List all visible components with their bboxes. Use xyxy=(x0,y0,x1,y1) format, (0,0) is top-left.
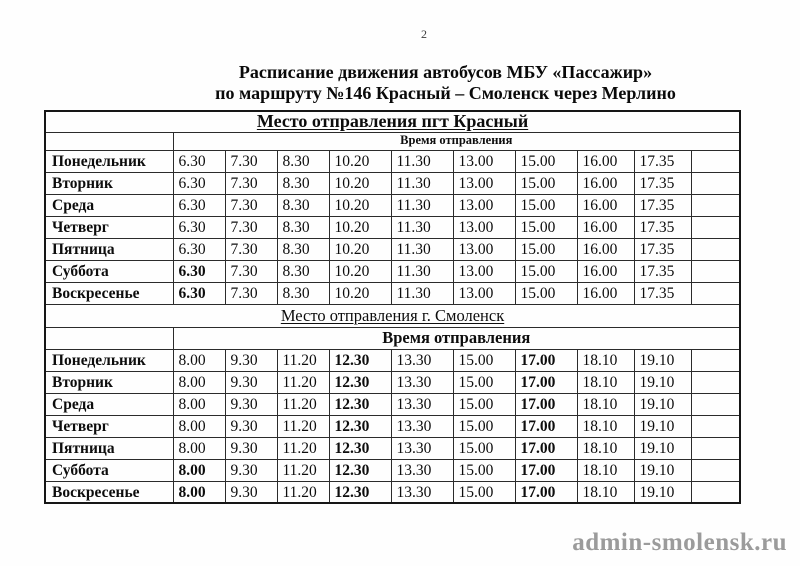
departure-time: 12.30 xyxy=(329,349,391,371)
day-label: Воскресенье xyxy=(45,481,173,503)
schedule-row xyxy=(45,238,740,260)
departure-time: 19.10 xyxy=(634,481,691,503)
departure-time: 11.30 xyxy=(391,172,453,194)
departure-time: 18.10 xyxy=(577,415,634,437)
departure-time: 11.20 xyxy=(277,415,329,437)
departure-time: 11.30 xyxy=(391,150,453,172)
departure-time: 12.30 xyxy=(329,415,391,437)
departure-time: 10.20 xyxy=(329,282,391,304)
departure-time: 7.30 xyxy=(225,238,277,260)
departure-time: 8.00 xyxy=(173,349,225,371)
departure-time: 15.00 xyxy=(453,349,515,371)
departure-time: 9.30 xyxy=(225,393,277,415)
departure-time: 8.00 xyxy=(173,437,225,459)
departure-time: 10.20 xyxy=(329,194,391,216)
departure-time: 15.00 xyxy=(453,371,515,393)
departure-time: 11.20 xyxy=(277,437,329,459)
departure-time: 16.00 xyxy=(577,172,634,194)
smolensk-schedule-body xyxy=(45,349,740,503)
departure-time: 9.30 xyxy=(225,481,277,503)
departure-time: 17.00 xyxy=(515,437,577,459)
page-number: 2 xyxy=(421,27,427,41)
departure-time: 16.00 xyxy=(577,216,634,238)
departure-time: 12.30 xyxy=(329,481,391,503)
departure-time: 15.00 xyxy=(515,150,577,172)
departure-time: 7.30 xyxy=(225,150,277,172)
departure-time: 13.00 xyxy=(453,238,515,260)
departure-time: 9.30 xyxy=(225,371,277,393)
departure-time: 18.10 xyxy=(577,349,634,371)
schedule-row xyxy=(45,393,740,415)
schedule-row xyxy=(45,415,740,437)
schedule-row xyxy=(45,216,740,238)
departure-time: 10.20 xyxy=(329,216,391,238)
departure-time: 19.10 xyxy=(634,437,691,459)
empty-cell xyxy=(691,216,740,238)
day-label: Понедельник xyxy=(45,150,173,172)
departure-time: 11.20 xyxy=(277,393,329,415)
departure-time: 7.30 xyxy=(225,172,277,194)
empty-cell xyxy=(691,415,740,437)
departure-time: 15.00 xyxy=(453,415,515,437)
departure-time: 7.30 xyxy=(225,194,277,216)
departure-time: 9.30 xyxy=(225,349,277,371)
departure-time: 17.00 xyxy=(515,371,577,393)
departure-time: 15.00 xyxy=(515,260,577,282)
departure-time: 16.00 xyxy=(577,238,634,260)
departure-time: 8.30 xyxy=(277,238,329,260)
departure-time: 11.20 xyxy=(277,459,329,481)
schedule-row xyxy=(45,437,740,459)
day-label: Среда xyxy=(45,194,173,216)
section-header-row-krasny xyxy=(45,111,740,132)
departure-time: 18.10 xyxy=(577,459,634,481)
departure-time: 10.20 xyxy=(329,150,391,172)
departure-time: 8.30 xyxy=(277,282,329,304)
day-label: Вторник xyxy=(45,172,173,194)
day-label: Пятница xyxy=(45,238,173,260)
departure-time: 16.00 xyxy=(577,150,634,172)
departure-time: 12.30 xyxy=(329,437,391,459)
day-label: Понедельник xyxy=(45,349,173,371)
departure-time: 8.00 xyxy=(173,459,225,481)
departure-time: 17.35 xyxy=(634,216,691,238)
departure-place-krasny-label: Место отправления пгт Красный xyxy=(256,111,529,131)
departure-time: 13.00 xyxy=(453,216,515,238)
departure-time: 12.30 xyxy=(329,459,391,481)
departure-time: 19.10 xyxy=(634,393,691,415)
empty-cell xyxy=(691,282,740,304)
departure-time: 6.30 xyxy=(173,260,225,282)
departure-time: 10.20 xyxy=(329,238,391,260)
day-label: Воскресенье xyxy=(45,282,173,304)
departure-time: 7.30 xyxy=(225,260,277,282)
day-label: Среда xyxy=(45,393,173,415)
departure-time: 6.30 xyxy=(173,150,225,172)
departure-time: 18.10 xyxy=(577,393,634,415)
departure-time: 9.30 xyxy=(225,437,277,459)
departure-time: 13.30 xyxy=(391,349,453,371)
day-column-blank-cell xyxy=(45,132,173,150)
departure-time: 19.10 xyxy=(634,371,691,393)
departure-time: 10.20 xyxy=(329,172,391,194)
departure-time: 15.00 xyxy=(453,459,515,481)
schedule-row xyxy=(45,260,740,282)
schedule-row xyxy=(45,194,740,216)
departure-time: 13.00 xyxy=(453,194,515,216)
departure-time: 15.00 xyxy=(515,194,577,216)
empty-cell xyxy=(691,172,740,194)
empty-cell xyxy=(691,371,740,393)
title-line-1: Расписание движения автобусов МБУ «Пассажир» xyxy=(238,62,653,82)
departure-time: 13.30 xyxy=(391,371,453,393)
departure-time: 12.30 xyxy=(329,371,391,393)
departure-time: 13.00 xyxy=(453,282,515,304)
krasny-schedule-body xyxy=(45,150,740,304)
departure-time: 8.00 xyxy=(173,415,225,437)
departure-time: 6.30 xyxy=(173,172,225,194)
subheader-row xyxy=(45,132,740,150)
departure-time: 11.20 xyxy=(277,349,329,371)
empty-cell xyxy=(691,238,740,260)
departure-time: 15.00 xyxy=(515,216,577,238)
departure-time: 11.30 xyxy=(391,238,453,260)
departure-time: 18.10 xyxy=(577,371,634,393)
schedule-row xyxy=(45,371,740,393)
day-column-blank-cell xyxy=(45,327,173,349)
empty-cell xyxy=(691,437,740,459)
empty-cell xyxy=(691,194,740,216)
departure-time: 13.00 xyxy=(453,260,515,282)
empty-cell xyxy=(691,459,740,481)
departure-time: 18.10 xyxy=(577,437,634,459)
departure-time: 17.00 xyxy=(515,459,577,481)
departure-time: 11.20 xyxy=(277,481,329,503)
departure-time: 19.10 xyxy=(634,415,691,437)
departure-time: 17.35 xyxy=(634,172,691,194)
departure-time: 15.00 xyxy=(515,238,577,260)
schedule-row xyxy=(45,481,740,503)
departure-time: 12.30 xyxy=(329,393,391,415)
departure-time: 19.10 xyxy=(634,349,691,371)
departure-time: 17.35 xyxy=(634,238,691,260)
departure-time: 19.10 xyxy=(634,459,691,481)
departure-time: 6.30 xyxy=(173,216,225,238)
departure-time: 13.00 xyxy=(453,150,515,172)
departure-time: 17.00 xyxy=(515,415,577,437)
departure-time: 17.00 xyxy=(515,349,577,371)
departure-time: 11.30 xyxy=(391,216,453,238)
departure-time: 16.00 xyxy=(577,260,634,282)
departure-time: 8.30 xyxy=(277,150,329,172)
section-header-cell xyxy=(45,111,740,132)
site-watermark: admin-smolensk.ru xyxy=(572,529,787,556)
departure-time: 11.30 xyxy=(391,260,453,282)
departure-time: 11.20 xyxy=(277,371,329,393)
departure-time-label: Время отправления xyxy=(173,132,740,150)
departure-time: 8.30 xyxy=(277,172,329,194)
bus-schedule-table xyxy=(44,110,741,504)
departure-time-label: Время отправления xyxy=(173,327,740,349)
empty-cell xyxy=(691,481,740,503)
departure-time: 13.00 xyxy=(453,172,515,194)
departure-time: 13.30 xyxy=(391,481,453,503)
schedule-row xyxy=(45,282,740,304)
departure-time: 15.00 xyxy=(453,437,515,459)
empty-cell xyxy=(691,393,740,415)
day-label: Суббота xyxy=(45,459,173,481)
departure-time: 13.30 xyxy=(391,459,453,481)
departure-time: 17.35 xyxy=(634,150,691,172)
departure-time: 17.35 xyxy=(634,260,691,282)
departure-time: 13.30 xyxy=(391,393,453,415)
departure-time: 7.30 xyxy=(225,216,277,238)
day-label: Пятница xyxy=(45,437,173,459)
departure-time: 15.00 xyxy=(515,282,577,304)
departure-time: 6.30 xyxy=(173,282,225,304)
day-label: Четверг xyxy=(45,415,173,437)
day-label: Суббота xyxy=(45,260,173,282)
section-header-row-smolensk xyxy=(45,304,740,327)
schedule-row xyxy=(45,150,740,172)
departure-time: 13.30 xyxy=(391,415,453,437)
departure-time: 8.30 xyxy=(277,260,329,282)
empty-cell xyxy=(691,260,740,282)
subheader-row xyxy=(45,327,740,349)
day-label: Четверг xyxy=(45,216,173,238)
departure-time: 15.00 xyxy=(515,172,577,194)
departure-time: 18.10 xyxy=(577,481,634,503)
departure-time: 8.00 xyxy=(173,371,225,393)
departure-time: 16.00 xyxy=(577,194,634,216)
title-line-2: по маршруту №146 Красный – Смоленск через Мерлино xyxy=(215,83,676,103)
departure-time: 6.30 xyxy=(173,238,225,260)
schedule-row xyxy=(45,172,740,194)
document-title xyxy=(98,62,793,104)
departure-time: 10.20 xyxy=(329,260,391,282)
departure-time: 17.35 xyxy=(634,194,691,216)
departure-time: 16.00 xyxy=(577,282,634,304)
departure-time: 7.30 xyxy=(225,282,277,304)
departure-time: 17.00 xyxy=(515,481,577,503)
departure-time: 11.30 xyxy=(391,194,453,216)
section-header-cell xyxy=(45,304,740,327)
departure-place-smolensk-label: Место отправления г. Смоленск xyxy=(280,305,505,325)
departure-time: 17.35 xyxy=(634,282,691,304)
departure-time: 8.00 xyxy=(173,481,225,503)
departure-time: 9.30 xyxy=(225,415,277,437)
departure-time: 8.30 xyxy=(277,194,329,216)
departure-time: 15.00 xyxy=(453,481,515,503)
departure-time: 17.00 xyxy=(515,393,577,415)
departure-time: 8.30 xyxy=(277,216,329,238)
empty-cell xyxy=(691,349,740,371)
empty-cell xyxy=(691,150,740,172)
departure-time: 6.30 xyxy=(173,194,225,216)
departure-time: 15.00 xyxy=(453,393,515,415)
schedule-row xyxy=(45,349,740,371)
departure-time: 9.30 xyxy=(225,459,277,481)
departure-time: 13.30 xyxy=(391,437,453,459)
departure-time: 8.00 xyxy=(173,393,225,415)
schedule-row xyxy=(45,459,740,481)
departure-time: 11.30 xyxy=(391,282,453,304)
day-label: Вторник xyxy=(45,371,173,393)
